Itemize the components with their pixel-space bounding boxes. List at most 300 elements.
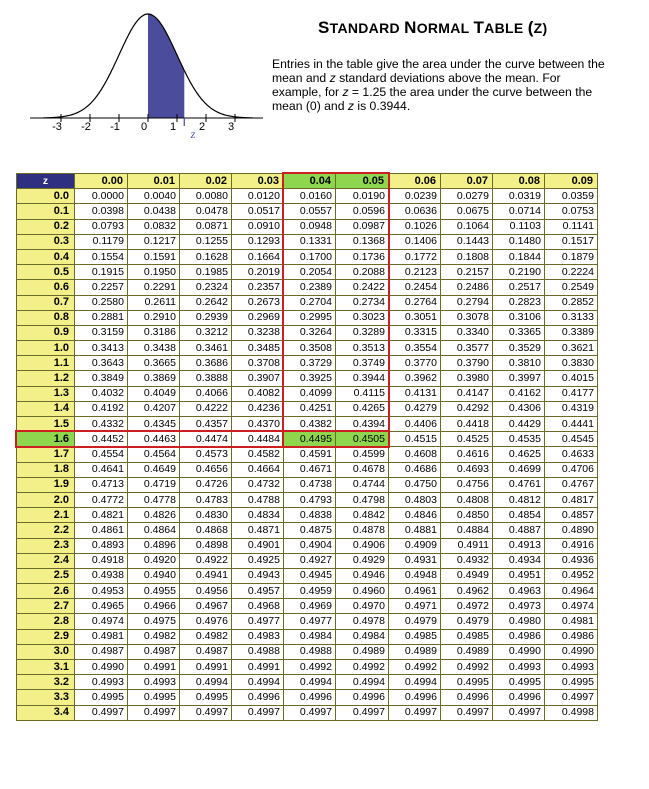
table-cell: 0.4649 [128,462,180,477]
table-cell: 0.4671 [284,462,336,477]
table-cell: 0.4997 [336,705,389,720]
table-cell: 0.4973 [493,599,545,614]
table-cell: 0.3749 [336,356,389,371]
table-cell: 0.4968 [232,599,284,614]
row-header-z: 3.4 [17,705,75,720]
row-header-z: 0.9 [17,325,75,340]
table-cell: 0.1628 [180,249,232,264]
column-header-0.02: 0.02 [180,174,232,189]
table-row [17,705,598,720]
table-cell: 0.4995 [493,675,545,690]
table-cell: 0.2611 [128,295,180,310]
table-cell: 0.3944 [336,371,389,386]
table-cell: 0.4131 [389,386,441,401]
table-cell: 0.0714 [493,204,545,219]
column-header-row [17,174,598,189]
table-cell: 0.4956 [180,584,232,599]
table-cell: 0.4989 [336,644,389,659]
table-cell: 0.3643 [75,356,128,371]
table-cell: 0.4932 [441,553,493,568]
table-cell: 0.3888 [180,371,232,386]
table-cell: 0.3686 [180,356,232,371]
table-cell: 0.4952 [545,568,598,583]
table-cell: 0.4678 [336,462,389,477]
table-cell: 0.4982 [180,629,232,644]
table-cell: 0.4906 [336,538,389,553]
table-cell: 0.4981 [75,629,128,644]
table-cell: 0.4756 [441,477,493,492]
table-cell: 0.4192 [75,401,128,416]
table-body [17,189,598,721]
table-cell: 0.4979 [389,614,441,629]
table-cell: 0.3133 [545,310,598,325]
column-header-0.08: 0.08 [493,174,545,189]
table-cell: 0.2054 [284,265,336,280]
table-cell: 0.1217 [128,234,180,249]
page-title: STANDARD NORMAL TABLE (Z) [318,18,548,37]
table-cell: 0.2673 [232,295,284,310]
table-cell: 0.1368 [336,234,389,249]
column-header-0.00: 0.00 [75,174,128,189]
table-row [17,432,598,447]
table-cell: 0.4940 [128,568,180,583]
table-cell: 0.4997 [545,690,598,705]
table-cell: 0.4147 [441,386,493,401]
row-header-z: 0.8 [17,310,75,325]
table-cell: 0.3907 [232,371,284,386]
table-cell: 0.4960 [336,584,389,599]
table-cell: 0.4732 [232,477,284,492]
table-cell: 0.1915 [75,265,128,280]
table-cell: 0.4988 [284,644,336,659]
table-cell: 0.4772 [75,492,128,507]
table-cell: 0.2019 [232,265,284,280]
table-cell: 0.0517 [232,204,284,219]
table-cell: 0.4904 [284,538,336,553]
table-cell: 0.4972 [441,599,493,614]
table-row [17,584,598,599]
table-row [17,492,598,507]
table-cell: 0.2642 [180,295,232,310]
table-cell: 0.4834 [232,508,284,523]
table-cell: 0.4850 [441,508,493,523]
table-cell: 0.4938 [75,568,128,583]
row-header-z: 2.6 [17,584,75,599]
z-table [16,173,598,721]
table-cell: 0.1772 [389,249,441,264]
table-cell: 0.2324 [180,280,232,295]
table-cell: 0.4970 [336,599,389,614]
column-header-0.09: 0.09 [545,174,598,189]
table-cell: 0.4896 [128,538,180,553]
table-cell: 0.3513 [336,341,389,356]
table-row [17,675,598,690]
table-cell: 0.3289 [336,325,389,340]
table-cell: 0.2257 [75,280,128,295]
column-header-0.07: 0.07 [441,174,493,189]
table-cell: 0.4761 [493,477,545,492]
table-cell: 0.1179 [75,234,128,249]
table-cell: 0.0160 [284,189,336,204]
table-cell: 0.3830 [545,356,598,371]
table-cell: 0.4961 [389,584,441,599]
x-tick-label: 1 [169,121,177,133]
table-cell: 0.4975 [128,614,180,629]
table-row [17,280,598,295]
table-cell: 0.3997 [493,371,545,386]
table-row [17,219,598,234]
table-cell: 0.4893 [75,538,128,553]
table-cell: 0.4996 [389,690,441,705]
table-cell: 0.2190 [493,265,545,280]
table-cell: 0.1293 [232,234,284,249]
table-cell: 0.4265 [336,401,389,416]
table-cell: 0.4890 [545,523,598,538]
table-cell: 0.4984 [336,629,389,644]
table-cell: 0.4911 [441,538,493,553]
table-cell: 0.4817 [545,492,598,507]
table-cell: 0.0832 [128,219,180,234]
table-cell: 0.4985 [441,629,493,644]
table-cell: 0.4967 [180,599,232,614]
table-cell: 0.4934 [493,553,545,568]
table-cell: 0.4996 [232,690,284,705]
table-row [17,325,598,340]
table-cell: 0.4993 [128,675,180,690]
table-cell: 0.4995 [75,690,128,705]
table-cell: 0.4279 [389,401,441,416]
table-row [17,538,598,553]
table-cell: 0.4953 [75,584,128,599]
table-cell: 0.4997 [284,705,336,720]
table-cell: 0.2224 [545,265,598,280]
table-cell: 0.4922 [180,553,232,568]
row-header-z: 0.0 [17,189,75,204]
table-cell: 0.4463 [128,432,180,447]
table-cell: 0.1736 [336,249,389,264]
table-cell: 0.4951 [493,568,545,583]
x-tick-label: -3 [52,121,62,133]
table-cell: 0.4554 [75,447,128,462]
table-cell: 0.4989 [441,644,493,659]
table-cell: 0.4976 [180,614,232,629]
table-cell: 0.4997 [232,705,284,720]
table-cell: 0.4505 [336,432,389,447]
table-cell: 0.4913 [493,538,545,553]
table-description: Entries in the table give the area under the curve between the mean and z standard deviations above the mean. For example, for z = 1.25 the area under the curve between the mean (0) and z is 0.3944. [272,57,605,113]
table-cell: 0.0279 [441,189,493,204]
table-cell: 0.4994 [389,675,441,690]
table-cell: 0.0636 [389,204,441,219]
table-cell: 0.0478 [180,204,232,219]
table-cell: 0.1026 [389,219,441,234]
table-cell: 0.4982 [128,629,180,644]
table-cell: 0.4686 [389,462,441,477]
table-cell: 0.4990 [545,644,598,659]
table-cell: 0.3621 [545,341,598,356]
table-cell: 0.4948 [389,568,441,583]
table-cell: 0.4943 [232,568,284,583]
table-cell: 0.4980 [493,614,545,629]
table-cell: 0.3186 [128,325,180,340]
x-tick-label: -2 [81,121,91,133]
table-cell: 0.4750 [389,477,441,492]
x-tick-label: 3 [227,121,235,133]
table-cell: 0.4920 [128,553,180,568]
table-cell: 0.3980 [441,371,493,386]
table-cell: 0.3212 [180,325,232,340]
table-row [17,386,598,401]
table-row [17,371,598,386]
table-cell: 0.1808 [441,249,493,264]
table-cell: 0.3051 [389,310,441,325]
table-cell: 0.4357 [180,417,232,432]
table-cell: 0.4032 [75,386,128,401]
table-cell: 0.1985 [180,265,232,280]
table-cell: 0.4625 [493,447,545,462]
table-cell: 0.1700 [284,249,336,264]
table-cell: 0.4981 [545,614,598,629]
table-cell: 0.4997 [180,705,232,720]
table-cell: 0.2910 [128,310,180,325]
row-header-z: 2.8 [17,614,75,629]
row-header-z: 1.3 [17,386,75,401]
table-cell: 0.3023 [336,310,389,325]
table-cell: 0.4984 [284,629,336,644]
table-cell: 0.2454 [389,280,441,295]
table-cell: 0.3078 [441,310,493,325]
table-cell: 0.4994 [336,675,389,690]
table-cell: 0.3770 [389,356,441,371]
table-cell: 0.4992 [441,660,493,675]
table-row [17,462,598,477]
table-cell: 0.0359 [545,189,598,204]
table-row [17,508,598,523]
table-cell: 0.4964 [545,584,598,599]
table-cell: 0.4830 [180,508,232,523]
table-cell: 0.1591 [128,249,180,264]
table-cell: 0.4996 [336,690,389,705]
table-row [17,234,598,249]
table-cell: 0.4996 [493,690,545,705]
table-cell: 0.4997 [493,705,545,720]
table-row [17,568,598,583]
table-cell: 0.4821 [75,508,128,523]
table-cell: 0.4535 [493,432,545,447]
shaded-area [148,14,184,118]
table-cell: 0.4798 [336,492,389,507]
table-cell: 0.4996 [441,690,493,705]
table-cell: 0.1664 [232,249,284,264]
table-cell: 0.3106 [493,310,545,325]
table-cell: 0.4918 [75,553,128,568]
table-cell: 0.4452 [75,432,128,447]
table-cell: 0.4406 [389,417,441,432]
z-marker-label: z [190,127,196,140]
table-cell: 0.4996 [284,690,336,705]
table-cell: 0.4826 [128,508,180,523]
table-cell: 0.4974 [545,599,598,614]
table-cell: 0.4983 [232,629,284,644]
table-cell: 0.1064 [441,219,493,234]
z-column-header: z [17,174,75,189]
table-cell: 0.4564 [128,447,180,462]
table-cell: 0.4978 [336,614,389,629]
row-header-z: 3.1 [17,660,75,675]
table-cell: 0.4474 [180,432,232,447]
table-cell: 0.3925 [284,371,336,386]
table-cell: 0.4990 [493,644,545,659]
table-row [17,295,598,310]
table-cell: 0.0793 [75,219,128,234]
table-cell: 0.4986 [545,629,598,644]
table-cell: 0.4949 [441,568,493,583]
row-header-z: 2.1 [17,508,75,523]
table-cell: 0.4963 [493,584,545,599]
table-cell: 0.4591 [284,447,336,462]
table-cell: 0.0398 [75,204,128,219]
table-cell: 0.3315 [389,325,441,340]
table-row [17,660,598,675]
table-cell: 0.4706 [545,462,598,477]
table-row [17,341,598,356]
table-cell: 0.4861 [75,523,128,538]
table-cell: 0.2357 [232,280,284,295]
table-cell: 0.3962 [389,371,441,386]
table-cell: 0.4985 [389,629,441,644]
table-cell: 0.4997 [128,705,180,720]
row-header-z: 1.6 [17,432,75,447]
table-cell: 0.1517 [545,234,598,249]
table-cell: 0.4429 [493,417,545,432]
table-cell: 0.4495 [284,432,336,447]
row-header-z: 0.4 [17,249,75,264]
table-cell: 0.4990 [75,660,128,675]
table-cell: 0.4162 [493,386,545,401]
table-cell: 0.1950 [128,265,180,280]
table-cell: 0.4991 [232,660,284,675]
row-header-z: 2.0 [17,492,75,507]
table-cell: 0.2939 [180,310,232,325]
table-cell: 0.4898 [180,538,232,553]
table-row [17,447,598,462]
row-header-z: 2.3 [17,538,75,553]
table-cell: 0.4616 [441,447,493,462]
table-cell: 0.3554 [389,341,441,356]
table-cell: 0.4582 [232,447,284,462]
table-cell: 0.4854 [493,508,545,523]
table-cell: 0.0987 [336,219,389,234]
table-row [17,265,598,280]
table-cell: 0.2517 [493,280,545,295]
table-cell: 0.3529 [493,341,545,356]
table-cell: 0.1844 [493,249,545,264]
table-cell: 0.4846 [389,508,441,523]
table-cell: 0.4997 [75,705,128,720]
table-cell: 0.2852 [545,295,598,310]
table-cell: 0.4236 [232,401,284,416]
table-cell: 0.4957 [232,584,284,599]
table-cell: 0.4793 [284,492,336,507]
table-cell: 0.4987 [128,644,180,659]
table-cell: 0.4778 [128,492,180,507]
table-cell: 0.0080 [180,189,232,204]
table-cell: 0.2486 [441,280,493,295]
row-header-z: 2.7 [17,599,75,614]
table-cell: 0.0000 [75,189,128,204]
table-cell: 0.3665 [128,356,180,371]
table-cell: 0.4887 [493,523,545,538]
table-cell: 0.3264 [284,325,336,340]
table-cell: 0.1480 [493,234,545,249]
table-cell: 0.4881 [389,523,441,538]
table-cell: 0.4808 [441,492,493,507]
table-row [17,690,598,705]
table-cell: 0.4099 [284,386,336,401]
table-cell: 0.4292 [441,401,493,416]
table-cell: 0.1331 [284,234,336,249]
table-cell: 0.4864 [128,523,180,538]
table-row [17,310,598,325]
row-header-z: 1.7 [17,447,75,462]
table-cell: 0.4875 [284,523,336,538]
table-row [17,477,598,492]
column-header-0.06: 0.06 [389,174,441,189]
table-cell: 0.0557 [284,204,336,219]
table-cell: 0.4977 [232,614,284,629]
table-cell: 0.2422 [336,280,389,295]
table-cell: 0.4082 [232,386,284,401]
table-cell: 0.4319 [545,401,598,416]
table-cell: 0.0753 [545,204,598,219]
table-row [17,599,598,614]
table-cell: 0.1255 [180,234,232,249]
table-cell: 0.0675 [441,204,493,219]
table-cell: 0.4936 [545,553,598,568]
table-cell: 0.3485 [232,341,284,356]
table-cell: 0.0120 [232,189,284,204]
table-cell: 0.4394 [336,417,389,432]
table-cell: 0.4974 [75,614,128,629]
table-cell: 0.4664 [232,462,284,477]
table-cell: 0.4345 [128,417,180,432]
x-tick-label: 0 [140,121,148,133]
table-cell: 0.2734 [336,295,389,310]
table-cell: 0.3849 [75,371,128,386]
table-cell: 0.4927 [284,553,336,568]
table-cell: 0.4946 [336,568,389,583]
table-cell: 0.4955 [128,584,180,599]
table-cell: 0.4994 [284,675,336,690]
table-cell: 0.0040 [128,189,180,204]
table-cell: 0.4868 [180,523,232,538]
row-header-z: 0.2 [17,219,75,234]
table-cell: 0.4803 [389,492,441,507]
row-header-z: 1.8 [17,462,75,477]
table-cell: 0.4998 [545,705,598,720]
table-cell: 0.4066 [180,386,232,401]
row-header-z: 2.5 [17,568,75,583]
table-cell: 0.2704 [284,295,336,310]
table-cell: 0.1103 [493,219,545,234]
table-cell: 0.4441 [545,417,598,432]
x-tick-label: 2 [198,121,206,133]
table-cell: 0.4993 [75,675,128,690]
table-cell: 0.4901 [232,538,284,553]
row-header-z: 0.5 [17,265,75,280]
table-cell: 0.4977 [284,614,336,629]
table-cell: 0.3708 [232,356,284,371]
